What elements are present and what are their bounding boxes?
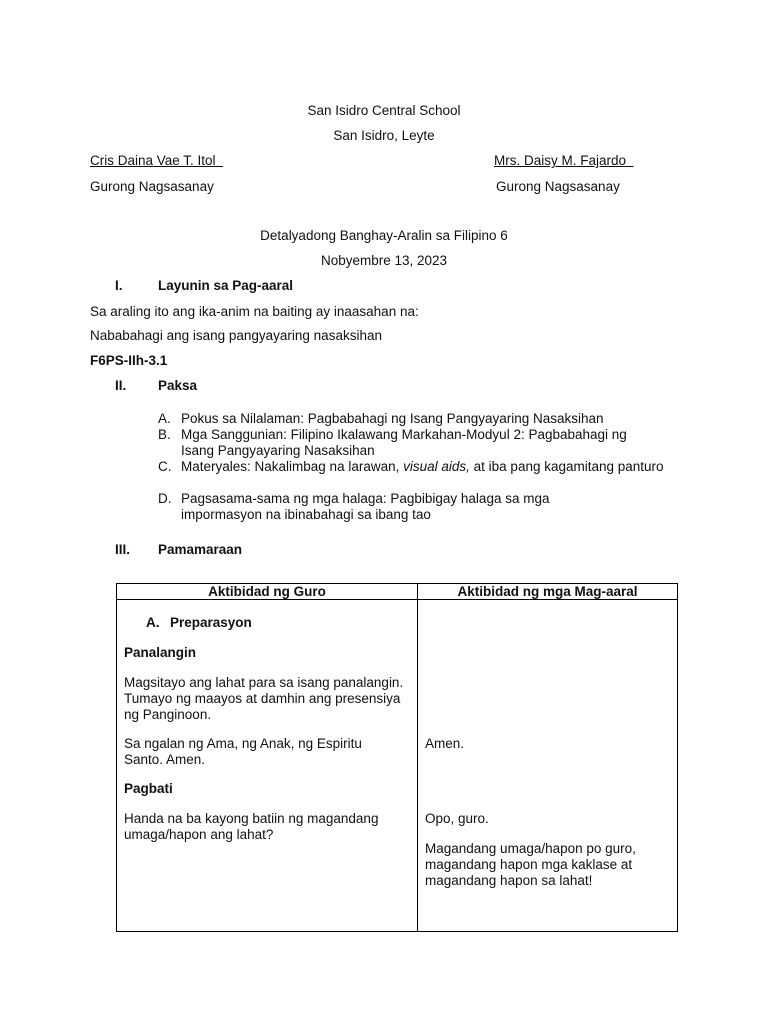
- section1-objective: Nababahagi ang isang pangyayaring nasaksihan: [90, 328, 382, 343]
- list-text: Materyales: Nakalimbag na larawan, visual aids, at iba pang kagamitang panturo: [181, 459, 664, 474]
- teacher-left-role: Gurong Nagsasanay: [90, 179, 214, 194]
- sub-letter: A.: [146, 615, 160, 630]
- school-name: San Isidro Central School: [307, 103, 461, 118]
- activity-table: [116, 583, 678, 932]
- panalangin-heading: Panalangin: [124, 645, 197, 660]
- lesson-title: Detalyadong Banghay-Aralin sa Filipino 6: [260, 228, 508, 243]
- section3-numeral: III.: [115, 542, 131, 557]
- section1-numeral: I.: [115, 278, 123, 293]
- col-header-guro: Aktibidad ng Guro: [117, 584, 418, 600]
- col-header-mag-aaral: Aktibidad ng mga Mag-aaral: [418, 584, 678, 600]
- list-letter: C.: [158, 459, 172, 474]
- school-location: San Isidro, Leyte: [333, 128, 435, 143]
- response-opo: Opo, guro.: [425, 811, 489, 826]
- sign-of-cross-text: Sa ngalan ng Ama, ng Anak, ng Espiritu Santo. Amen.: [124, 736, 362, 767]
- sub-heading-preparasyon: Preparasyon: [170, 615, 252, 630]
- response-greeting: Magandang umaga/hapon po guro, magandang hapon mga kaklase at magandang hapon sa lahat!: [425, 841, 636, 888]
- response-amen: Amen.: [425, 736, 465, 751]
- list-text: Mga Sanggunian: Filipino Ikalawang Markahan-Modyul 2: Pagbabahagi ng Isang Pangyayaring Nasaksihan: [181, 427, 627, 458]
- section1-heading: Layunin sa Pag-aaral: [158, 278, 294, 293]
- teacher-right-name: Mrs. Daisy M. Fajardo: [494, 153, 627, 168]
- table-header-row: [117, 584, 678, 600]
- list-letter: B.: [158, 427, 171, 442]
- teacher-right-role: Gurong Nagsasanay: [496, 179, 620, 194]
- teacher-left-name: Cris Daina Vae T. Itol: [90, 153, 216, 168]
- lesson-date: Nobyembre 13, 2023: [320, 253, 448, 268]
- list-text: Pagsasama-sama ng mga halaga: Pagbibigay halaga sa mga impormasyon na ibinabahagi sa ibang tao: [181, 491, 550, 522]
- list-letter: A.: [158, 411, 171, 426]
- section1-code: F6PS-IIh-3.1: [90, 353, 168, 368]
- guro-cell: [117, 600, 418, 932]
- pagbati-heading: Pagbati: [124, 781, 173, 796]
- section1-intro: Sa araling ito ang ika-anim na baiting ay inaasahan na:: [90, 304, 419, 319]
- list-letter: D.: [158, 491, 172, 506]
- list-text: Pokus sa Nilalaman: Pagbabahagi ng Isang Pangyayaring Nasaksihan: [181, 411, 604, 426]
- pagbati-text: Handa na ba kayong batiin ng magandang umaga/hapon ang lahat?: [124, 811, 379, 842]
- table-row: [117, 600, 678, 932]
- section2-numeral: II.: [115, 378, 127, 393]
- mag-aaral-cell: [418, 600, 678, 932]
- panalangin-text: Magsitayo ang lahat para sa isang panalangin. Tumayo ng maayos at damhin ang presensiya ng Panginoon.: [124, 675, 404, 722]
- section2-heading: Paksa: [158, 378, 198, 393]
- section3-heading: Pamamaraan: [158, 542, 243, 557]
